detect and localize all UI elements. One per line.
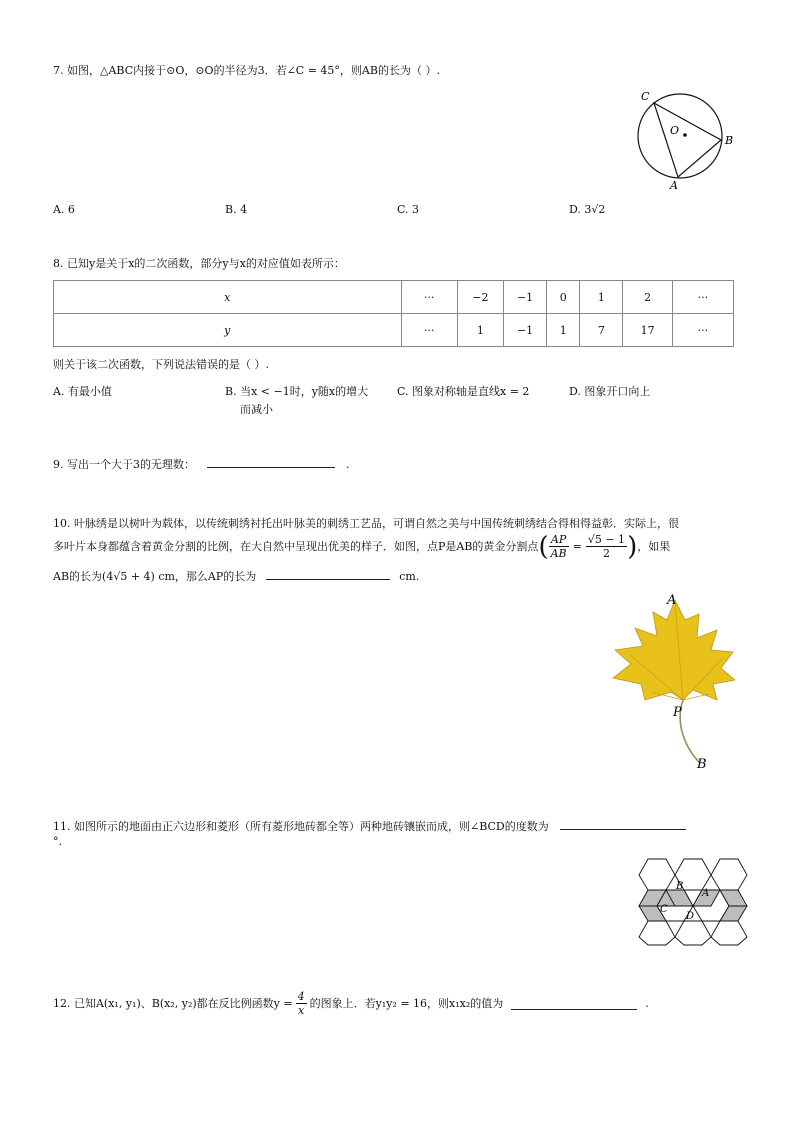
table-cell: ··· [401, 281, 457, 314]
table-cell: ··· [401, 314, 457, 347]
table-cell: 0 [547, 281, 580, 314]
q12-tail: . [645, 996, 649, 1010]
equals-sign: = [572, 539, 582, 553]
q9-tail: . [346, 458, 350, 471]
row-label-x: x [54, 281, 402, 314]
paren-left: ( [538, 531, 549, 562]
frac-den-two: 2 [602, 547, 610, 560]
q10-line3-suffix: cm. [399, 570, 420, 583]
hexagon [711, 859, 747, 890]
row-label-y: y [54, 314, 402, 347]
q12-answer-blank[interactable] [511, 997, 637, 1010]
table-cell: −2 [457, 281, 503, 314]
label-b: B [697, 757, 707, 772]
q7-option-a[interactable]: A. 6 [53, 203, 75, 216]
q10-maple-leaf-figure [605, 588, 745, 773]
q8-option-b[interactable] [225, 383, 368, 399]
q12-text-suffix: 的图象上．若y₁y₂ = 16，则x₁x₂的值为 [309, 996, 504, 1010]
q8-option-c[interactable]: C. 图象对称轴是直线x = 2 [397, 385, 530, 398]
q10-line2-suffix: ，如果 [637, 539, 671, 553]
circle-o [638, 94, 722, 178]
q7-option-b[interactable]: B. 4 [225, 203, 248, 216]
q10-line3-prefix: AB的长为(4√5 + 4) cm，那么AP的长为 [53, 570, 257, 583]
q7-stem [53, 63, 440, 79]
label-a: A [702, 888, 710, 899]
rhombus [720, 906, 747, 921]
frac-num-4: 4 [297, 990, 305, 1003]
table-cell: 1 [457, 314, 503, 347]
q8-value-table [53, 280, 734, 347]
rhombus [720, 890, 747, 906]
q7-option-d[interactable]: D. 3√2 [569, 203, 606, 216]
q11-text: 11. 如图所示的地面由正六边形和菱形（所有菱形地砖都全等）两种地砖镶嵌而成，则∠BCD的度数为 [53, 820, 549, 833]
label-a: A [667, 593, 677, 608]
q8-option-a[interactable]: A. 有最小值 [53, 385, 112, 398]
hexagon [675, 921, 711, 945]
q7-option-c[interactable]: C. 3 [397, 203, 420, 216]
label-c: C [660, 904, 668, 915]
triangle-abc [654, 103, 721, 177]
q11-line1 [53, 817, 686, 835]
label-c: C [641, 90, 650, 103]
q8-option-b-line1: B. 当x < −1时，y随x的增大 [225, 385, 369, 398]
q7-circle-figure [630, 86, 740, 196]
table-cell: 17 [623, 314, 672, 347]
label-a: A [670, 179, 678, 192]
table-cell: −1 [503, 281, 546, 314]
q11-line2: °. [53, 835, 62, 848]
center-point [683, 133, 687, 137]
frac-num-root5: √5 − 1 [587, 533, 626, 546]
q11-answer-blank[interactable] [560, 817, 686, 830]
q8-option-b-line2: 而减小 [240, 403, 273, 416]
label-p: P [673, 705, 682, 720]
q9-stem [53, 455, 350, 473]
paren-right: ) [627, 531, 638, 562]
table-cell: 1 [547, 314, 580, 347]
q12-stem [53, 990, 649, 1017]
frac-num-ap: AP [549, 533, 569, 547]
q9-answer-blank[interactable] [207, 455, 335, 468]
q10-line3 [53, 567, 419, 585]
table-row-x [54, 281, 734, 314]
table-cell: 2 [623, 281, 672, 314]
q7-text: △ABC内接于⊙O，⊙O的半径为3．若∠C = 45°，则AB的长为（ ）. [100, 64, 440, 77]
leaf-stem [680, 700, 700, 763]
q10-line2 [53, 533, 670, 560]
q12-text-prefix: 12. 已知A(x₁, y₁)、B(x₂, y₂)都在反比例函数y = [53, 996, 293, 1010]
label-b: B [725, 134, 734, 147]
q10-line2-prefix: 多叶片本身都蕴含着黄金分割的比例，在大自然中呈现出优美的样子．如图，点P是AB的黄金分割点 [53, 539, 539, 553]
hexagon [711, 921, 747, 945]
label-b: B [676, 881, 684, 892]
q11-tiling-figure [624, 855, 749, 947]
q8-stem: 8. 已知y是关于x的二次函数，部分y与x的对应值如表所示： [53, 257, 345, 270]
frac-den-x: x [297, 1004, 305, 1017]
label-d: D [686, 911, 695, 922]
fraction-4-over-x [296, 990, 307, 1017]
maple-leaf [613, 600, 735, 700]
q10-line1: 10. 叶脉绣是以树叶为载体，以传统刺绣衬托出叶脉美的刺绣工艺品，可谓自然之美与中国传统刺绣结合得相得益彰．实际上，很 [53, 517, 679, 530]
q9-text: 9. 写出一个大于3的无理数： [53, 458, 195, 471]
frac-den-ab: AB [550, 547, 567, 560]
q8-option-d[interactable]: D. 图象开口向上 [569, 385, 651, 398]
table-cell: 1 [580, 281, 623, 314]
q10-answer-blank[interactable] [266, 567, 390, 580]
fraction-golden [586, 533, 627, 560]
q8-followup: 则关于该二次函数，下列说法错误的是（ ）. [53, 358, 269, 371]
hexagon [639, 921, 675, 945]
hexagon [639, 859, 675, 890]
fraction-ap-ab [549, 533, 569, 560]
table-cell: 7 [580, 314, 623, 347]
table-cell: ··· [672, 314, 733, 347]
table-row-y [54, 314, 734, 347]
label-o: O [670, 124, 680, 137]
table-cell: ··· [672, 281, 733, 314]
table-cell: −1 [503, 314, 546, 347]
q7-number: 7. 如图， [53, 64, 100, 77]
